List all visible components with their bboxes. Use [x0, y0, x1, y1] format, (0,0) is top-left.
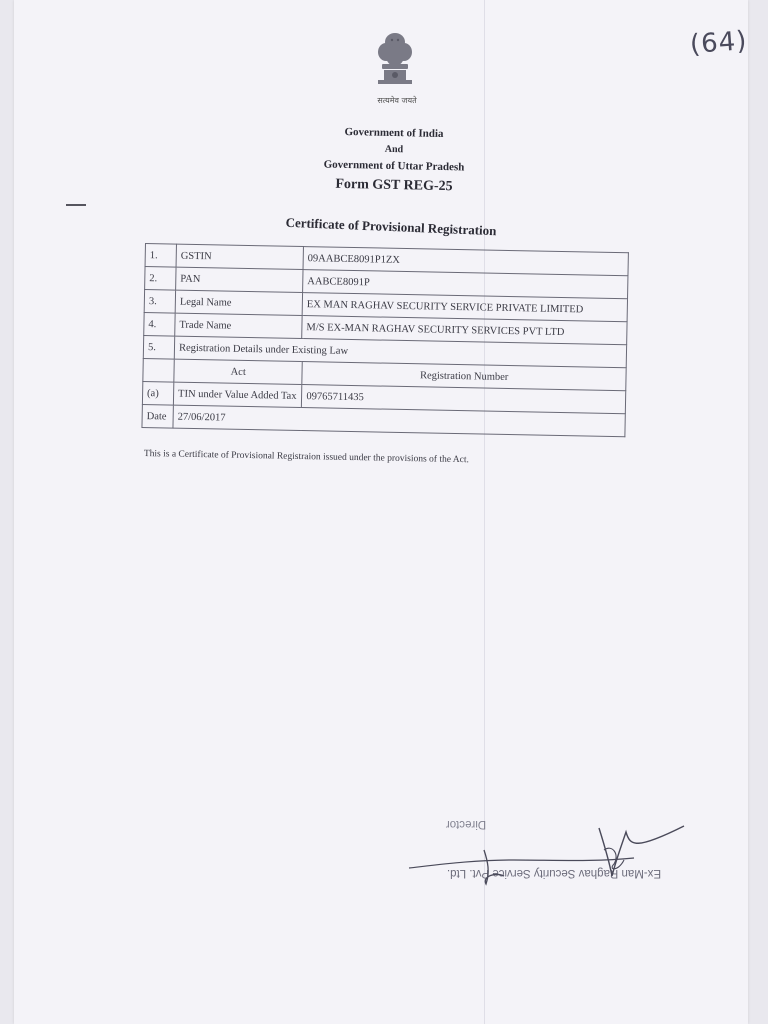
trade-name-value: M/S EX-MAN RAGHAV SECURITY SERVICES PVT LTD	[302, 316, 627, 345]
registration-number-column-header: Registration Number	[302, 362, 626, 391]
section-label: Registration Details under Existing Law	[174, 336, 626, 368]
registration-number-value: 09765711435	[302, 385, 626, 414]
form-title: Form GST REG-25	[335, 176, 453, 195]
row-label: Trade Name	[175, 313, 302, 338]
date-value: 27/06/2017	[173, 405, 625, 437]
national-emblem-icon	[372, 30, 418, 96]
handwritten-page-number: (64)	[689, 26, 749, 60]
certificate-title: Certificate of Provisional Registration	[285, 214, 497, 239]
header-and: And	[384, 143, 404, 156]
certificate-footnote: This is a Certificate of Provisional Registraion issued under the provisions of the Act.	[143, 449, 470, 466]
row-number: 4.	[144, 312, 175, 336]
row-label: PAN	[176, 267, 303, 292]
document-page	[14, 0, 748, 1024]
row-label: GSTIN	[176, 244, 303, 269]
emblem-motto: सत्यमेव जयते	[377, 96, 417, 105]
director-stamp: Director	[445, 818, 487, 830]
company-stamp: Ex-Man Raghav Security Service Pvt. Ltd.	[446, 867, 662, 879]
gstin-value: 09AABCE8091P1ZX	[303, 247, 628, 276]
legal-name-value: EX MAN RAGHAV SECURITY SERVICE PRIVATE LIMITED	[302, 293, 627, 322]
header-government-of-india: Government of India	[344, 125, 444, 141]
registration-table	[141, 243, 628, 437]
row-label: Legal Name	[175, 290, 302, 315]
margin-mark	[66, 204, 86, 206]
signature-icon	[404, 820, 694, 890]
empty-cell	[143, 358, 174, 382]
row-number: 2.	[145, 267, 176, 291]
act-column-header: Act	[174, 359, 303, 384]
act-value: TIN under Value Added Tax	[173, 382, 302, 407]
row-number: 1.	[145, 244, 176, 268]
date-label: Date	[142, 404, 173, 428]
row-number: 3.	[144, 290, 175, 314]
row-number: 5.	[143, 335, 174, 359]
header-government-of-state: Government of Uttar Pradesh	[323, 158, 465, 174]
row-number: (a)	[142, 381, 173, 405]
pan-value: AABCE8091P	[303, 270, 628, 299]
